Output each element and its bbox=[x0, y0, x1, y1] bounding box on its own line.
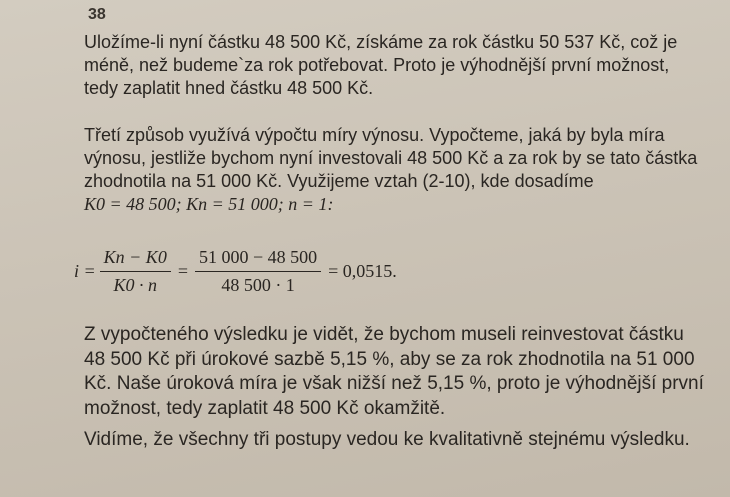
formula-lhs: i = bbox=[74, 261, 96, 281]
paragraph-conclusion: Vidíme, že všechny tři postupy vedou ke kvalitativně stejnému výsledku. bbox=[84, 429, 690, 450]
paragraph-third-method-text: Třetí způsob využívá výpočtu míry výnosu. Vypočteme, jaká by byla míra výnosu, jestliže bychom nyní investovali 48 500 Kč a za rok by se tato částka zhodnotila na 51 000 Kč. Využijeme vztah (2-10), kde dosadíme bbox=[84, 125, 698, 191]
paragraph-third-method bbox=[84, 124, 706, 216]
formula-fraction-symbolic bbox=[100, 247, 171, 296]
page-number: 38 bbox=[88, 6, 106, 23]
paragraph-result-interpretation: Z vypočteného výsledku je vidět, že bychom museli reinvestovat částku 48 500 Kč při úrokové sazbě 5,15 %, aby se za rok zhodnotila na 51 000 Kč. Naše úroková míra je však nižší než 5,15 %, proto je výhodnější první možnost, tedy zaplatit 48 500 Kč okamžitě. bbox=[84, 324, 704, 419]
formula-numerator-numeric: 51 000 − 48 500 bbox=[195, 247, 321, 272]
formula-numerator-symbolic: Kn − K0 bbox=[100, 247, 171, 272]
formula-equals: = bbox=[177, 261, 188, 281]
formula-denominator-numeric: 48 500 · 1 bbox=[221, 275, 295, 295]
paragraph-option-comparison: Uložíme-li nyní částku 48 500 Kč, získáme za rok částku 50 537 Kč, což je méně, než budeme`za rok potřebovat. Proto je výhodnější první možnost, tedy zaplatit hned částku 48 500 Kč. bbox=[84, 32, 678, 98]
formula-result: = 0,0515. bbox=[328, 261, 397, 281]
rate-of-return-formula bbox=[74, 247, 400, 296]
formula-fraction-numeric bbox=[195, 247, 321, 296]
formula-denominator-symbolic: K0 · n bbox=[113, 275, 157, 295]
substitution-values: K0 = 48 500; Kn = 51 000; n = 1: bbox=[84, 194, 334, 214]
